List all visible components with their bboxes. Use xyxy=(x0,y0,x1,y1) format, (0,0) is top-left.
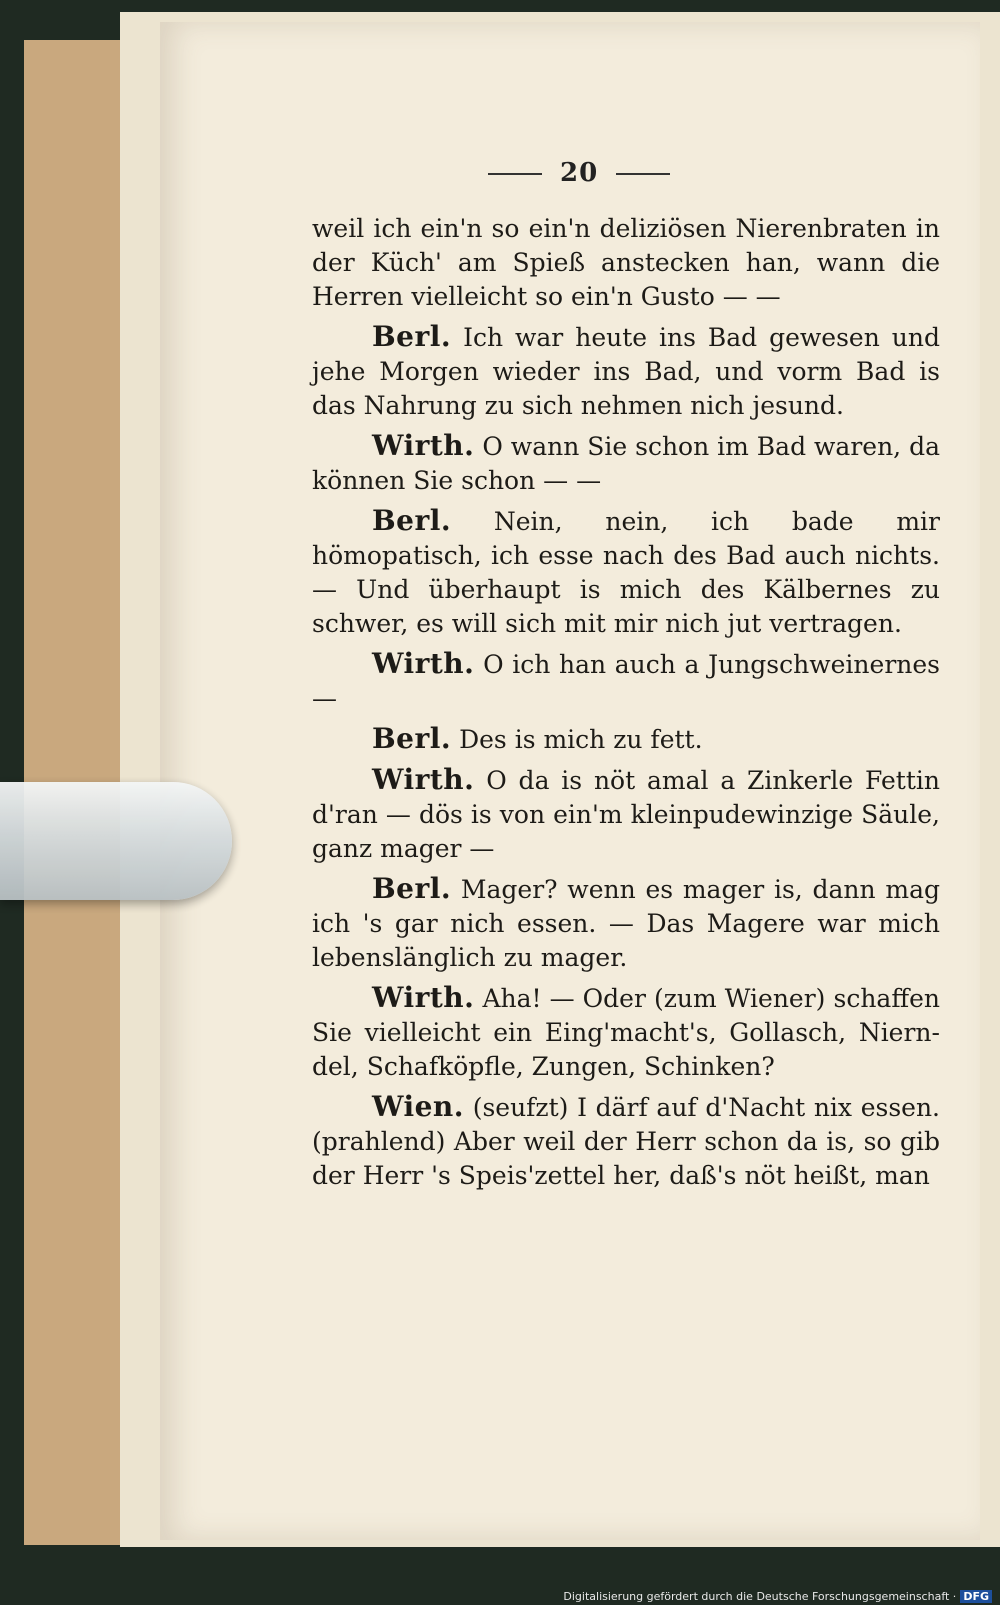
paragraph xyxy=(312,722,940,757)
paragraph xyxy=(312,763,940,866)
speaker-name: Wien. xyxy=(372,1090,465,1123)
paragraph xyxy=(312,872,940,975)
paragraph xyxy=(312,1090,940,1193)
paragraph-text: O ich han auch a Jungschweinernes — xyxy=(312,650,940,713)
paragraph-text: Mager? wenn es mager is, dann mag ich 's gar nich essen. — Das Magere war mich lebenslänglich zu mager. xyxy=(312,875,940,972)
speaker-name: Berl. xyxy=(372,872,452,905)
paragraph-text: Des is mich zu fett. xyxy=(459,725,703,754)
page-holder-clip xyxy=(0,782,232,900)
speaker-name: Wirth. xyxy=(372,763,475,796)
page-number-text: 20 xyxy=(560,158,599,188)
page-text xyxy=(312,212,940,1199)
paragraph xyxy=(312,429,940,498)
page-number xyxy=(470,158,688,188)
paragraph-text: Aha! — Oder (zum Wiener) schaffen Sie vielleicht ein Eing'macht's, Gollasch, Nierndel, Schafköpfle, Zungen, Schinken? xyxy=(312,984,940,1081)
speaker-name: Wirth. xyxy=(372,981,475,1014)
paragraph-text: O da is nöt amal a Zinkerle Fettin d'ran — dös is von ein'm kleinpudewinzige Säule, ganz mager — xyxy=(312,766,941,863)
paragraph-text: weil ich ein'n so ein'n deliziösen Nierenbraten in der Küch' am Spieß anstecken han, wann die Herren vielleicht so ein'n Gusto — — xyxy=(312,214,940,311)
paragraph-text: Ich war heute ins Bad gewesen und jehe Morgen wieder ins Bad, und vorm Bad is das Nahrung zu sich nehmen nich jesund. xyxy=(312,323,940,420)
speaker-name: Wirth. xyxy=(372,647,475,680)
paragraph-text: Nein, nein, ich bade mir hömopatisch, ich esse nach des Bad auch nichts. — Und überhaupt is mich des Kälbernes zu schwer, es will sich mit mir nich jut vertragen. xyxy=(312,507,940,638)
paragraph xyxy=(312,981,940,1084)
speaker-name: Berl. xyxy=(372,504,452,537)
paragraph xyxy=(312,504,940,641)
paragraph xyxy=(312,647,940,716)
speaker-name: Berl. xyxy=(372,320,452,353)
credit-text: Digitalisierung gefördert durch die Deutsche Forschungsgemeinschaft · xyxy=(563,1590,957,1603)
paragraph-text: O wann Sie schon im Bad waren, da können Sie schon — — xyxy=(312,432,940,495)
digitization-credit xyxy=(563,1590,992,1603)
dfg-logo: DFG xyxy=(960,1590,992,1603)
speaker-name: Wirth. xyxy=(372,429,475,462)
paragraph-text: (seufzt) I därf auf d'Nacht nix essen. (prahlend) Aber weil der Herr schon da is, so gib der Herr 's Speis'zettel her, daß's nöt heißt, man xyxy=(312,1093,940,1190)
dash-right xyxy=(616,173,670,175)
speaker-name: Berl. xyxy=(372,722,452,755)
paragraph xyxy=(312,320,940,423)
paragraph xyxy=(312,212,940,314)
dash-left xyxy=(488,173,542,175)
